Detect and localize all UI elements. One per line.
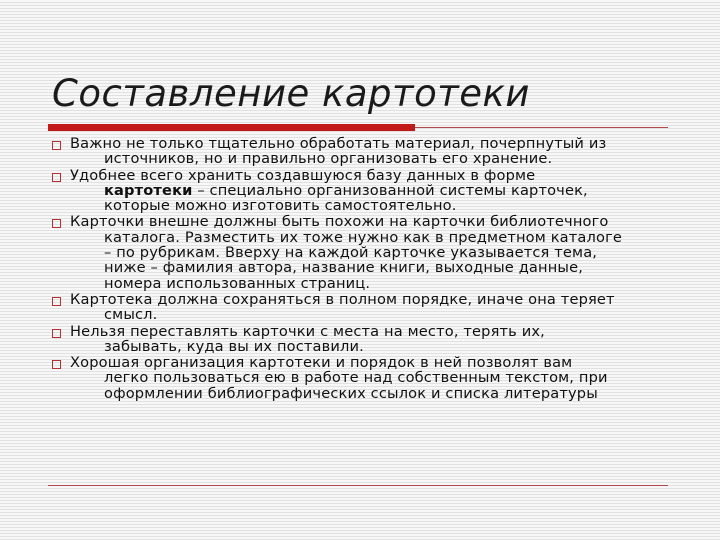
text-fragment: – специально организованной системы карточек, (192, 181, 588, 199)
paragraph (70, 136, 677, 167)
text-line: Нельзя переставлять карточки с места на место, терять их, (70, 322, 545, 340)
list-item (52, 324, 677, 355)
footer-divider-line (48, 485, 668, 486)
list-item (52, 136, 677, 167)
paragraph (70, 324, 677, 355)
text-line: которые можно изготовить самостоятельно. (104, 197, 457, 215)
text-line: Важно не только тщательно обработать материал, почерпнутый из (70, 135, 607, 152)
text-line: – по рубрикам. Вверху на каждой карточке указывается тема, (104, 244, 598, 262)
paragraph (70, 355, 677, 401)
title-divider-line (415, 127, 668, 128)
text-line (70, 183, 677, 198)
text-line: номера использованных страниц. (104, 274, 371, 292)
text-line: Картотека должна сохраняться в полном порядке, иначе она теряет (70, 290, 615, 308)
text-line: Удобнее всего хранить создавшуюся базу данных в форме (70, 166, 536, 184)
key-term: картотеки (104, 181, 193, 199)
text-line: оформлении библиографических ссылок и списка литературы (104, 384, 598, 402)
slide-title: Составление картотеки (52, 72, 530, 115)
text-line: Хорошая организация картотеки и порядок в ней позволят вам (70, 354, 573, 372)
list-item (52, 214, 677, 290)
text-line: источников, но и правильно организовать его хранение. (104, 150, 553, 168)
paragraph (70, 214, 677, 290)
text-line: смысл. (104, 306, 158, 324)
square-bullet-icon (52, 219, 61, 228)
list-item (52, 168, 677, 214)
text-line: забывать, куда вы их поставили. (104, 337, 364, 355)
bullet-list (52, 136, 677, 402)
text-line: ниже – фамилия автора, название книги, выходные данные, (104, 259, 583, 277)
square-bullet-icon (52, 173, 61, 182)
square-bullet-icon (52, 141, 61, 150)
square-bullet-icon (52, 360, 61, 369)
square-bullet-icon (52, 329, 61, 338)
title-accent-bar (48, 124, 415, 131)
text-line: Карточки внешне должны быть похожи на карточки библиотечного (70, 213, 609, 231)
text-line: легко пользоваться ею в работе над собственным текстом, при (104, 369, 608, 387)
list-item (52, 292, 677, 323)
list-item (52, 355, 677, 401)
paragraph (70, 292, 677, 323)
text-line: каталога. Разместить их тоже нужно как в предметном каталоге (104, 228, 623, 246)
square-bullet-icon (52, 297, 61, 306)
paragraph (70, 168, 677, 214)
